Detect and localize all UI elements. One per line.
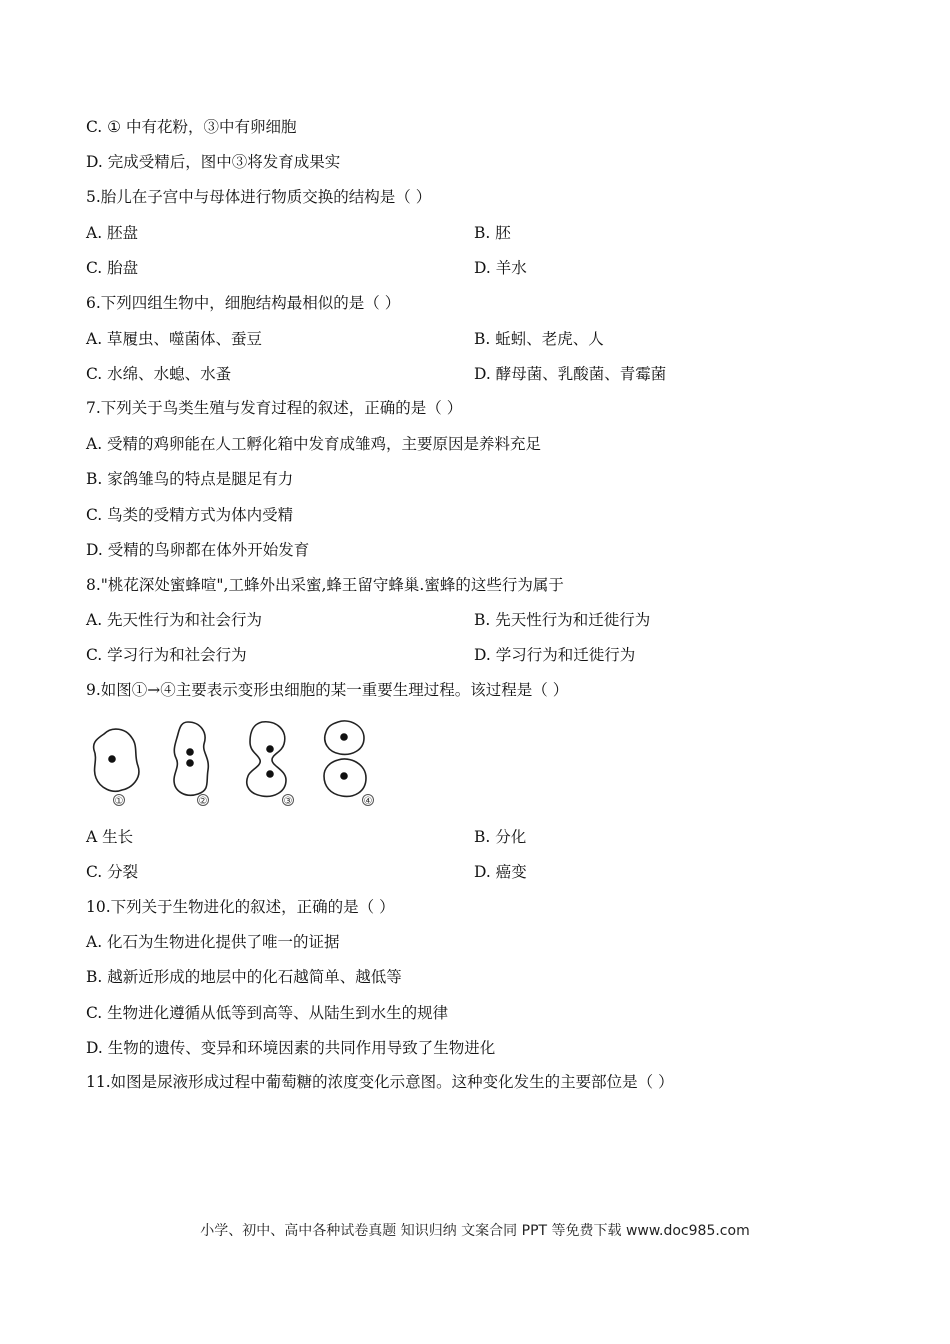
q5-option-a: A. 胚盘 (86, 224, 139, 242)
q9-option-a: A 生长 (86, 828, 134, 846)
q7-option-b: B. 家鸽雏鸟的特点是腿足有力 (86, 470, 294, 488)
q8-option-a: A. 先天性行为和社会行为 (86, 611, 263, 629)
figure-label-4: ④ (363, 796, 373, 807)
amoeba-nucleus-3b (266, 770, 274, 778)
q10-option-a: A. 化石为生物进化提供了唯一的证据 (86, 933, 340, 951)
amoeba-nucleus-2a (186, 748, 194, 756)
q7-option-d: D. 受精的鸟卵都在体外开始发育 (86, 541, 310, 559)
q5-option-c: C. 胎盘 (86, 259, 139, 277)
q9-option-c: C. 分裂 (86, 863, 139, 881)
q10-option-b: B. 越新近形成的地层中的化石越简单、越低等 (86, 968, 402, 986)
q7-option-c: C. 鸟类的受精方式为体内受精 (86, 506, 294, 524)
q9-stem: 9.如图①→④主要表示变形虫细胞的某一重要生理过程。该过程是（ ） (86, 681, 569, 699)
q6-option-a: A. 草履虫、噬菌体、蚕豆 (86, 330, 263, 348)
amoeba-nucleus-4b (340, 772, 348, 780)
q7-stem: 7.下列关于鸟类生殖与发育过程的叙述，正确的是（ ） (86, 399, 463, 417)
q10-stem: 10.下列关于生物进化的叙述，正确的是（ ） (86, 898, 395, 916)
amoeba-nucleus-2b (186, 759, 194, 767)
q5-option-b: B. 胚 (474, 224, 511, 242)
figure-label-3: ③ (283, 796, 293, 807)
q9-option-b: B. 分化 (474, 828, 527, 846)
figure-label-2: ② (198, 796, 208, 807)
q5-stem: 5.胎儿在子宫中与母体进行物质交换的结构是（ ） (86, 188, 432, 206)
q5-option-d: D. 羊水 (474, 259, 527, 277)
q10-option-c: C. 生物进化遵循从低等到高等、从陆生到水生的规律 (86, 1004, 449, 1022)
amoeba-nucleus-3a (266, 745, 274, 753)
amoeba-nucleus-1 (108, 755, 116, 763)
q4-option-d: D. 完成受精后，图中③将发育成果实 (86, 153, 341, 171)
amoeba-division-figure (82, 716, 392, 812)
q8-option-d: D. 学习行为和迁徙行为 (474, 646, 636, 664)
q6-option-d: D. 酵母菌、乳酸菌、青霉菌 (474, 365, 667, 383)
amoeba-nucleus-4a (340, 733, 348, 741)
q8-stem: 8."桃花深处蜜蜂喧",工蜂外出采蜜,蜂王留守蜂巢.蜜蜂的这些行为属于 (86, 576, 564, 594)
q6-option-b: B. 蚯蚓、老虎、人 (474, 330, 604, 348)
q10-option-d: D. 生物的遗传、变异和环境因素的共同作用导致了生物进化 (86, 1039, 496, 1057)
q4-option-c: C. ① 中有花粉，③中有卵细胞 (86, 118, 297, 136)
q8-option-c: C. 学习行为和社会行为 (86, 646, 247, 664)
q11-stem: 11.如图是尿液形成过程中葡萄糖的浓度变化示意图。这种变化发生的主要部位是（ ） (86, 1073, 674, 1091)
amoeba-cell-2 (174, 722, 208, 795)
amoeba-cell-3 (247, 722, 286, 797)
figure-label-1: ① (114, 796, 124, 807)
amoeba-cell-1 (94, 729, 139, 791)
q8-option-b: B. 先天性行为和迁徙行为 (474, 611, 651, 629)
q6-option-c: C. 水绵、水螅、水蚤 (86, 365, 232, 383)
page-footer: 小学、初中、高中各种试卷真题 知识归纳 文案合同 PPT 等免费下载 www.doc985.com (200, 1223, 750, 1239)
q9-option-d: D. 癌变 (474, 863, 527, 881)
q6-stem: 6.下列四组生物中，细胞结构最相似的是（ ） (86, 294, 401, 312)
q7-option-a: A. 受精的鸡卵能在人工孵化箱中发育成雏鸡，主要原因是养料充足 (86, 435, 542, 453)
